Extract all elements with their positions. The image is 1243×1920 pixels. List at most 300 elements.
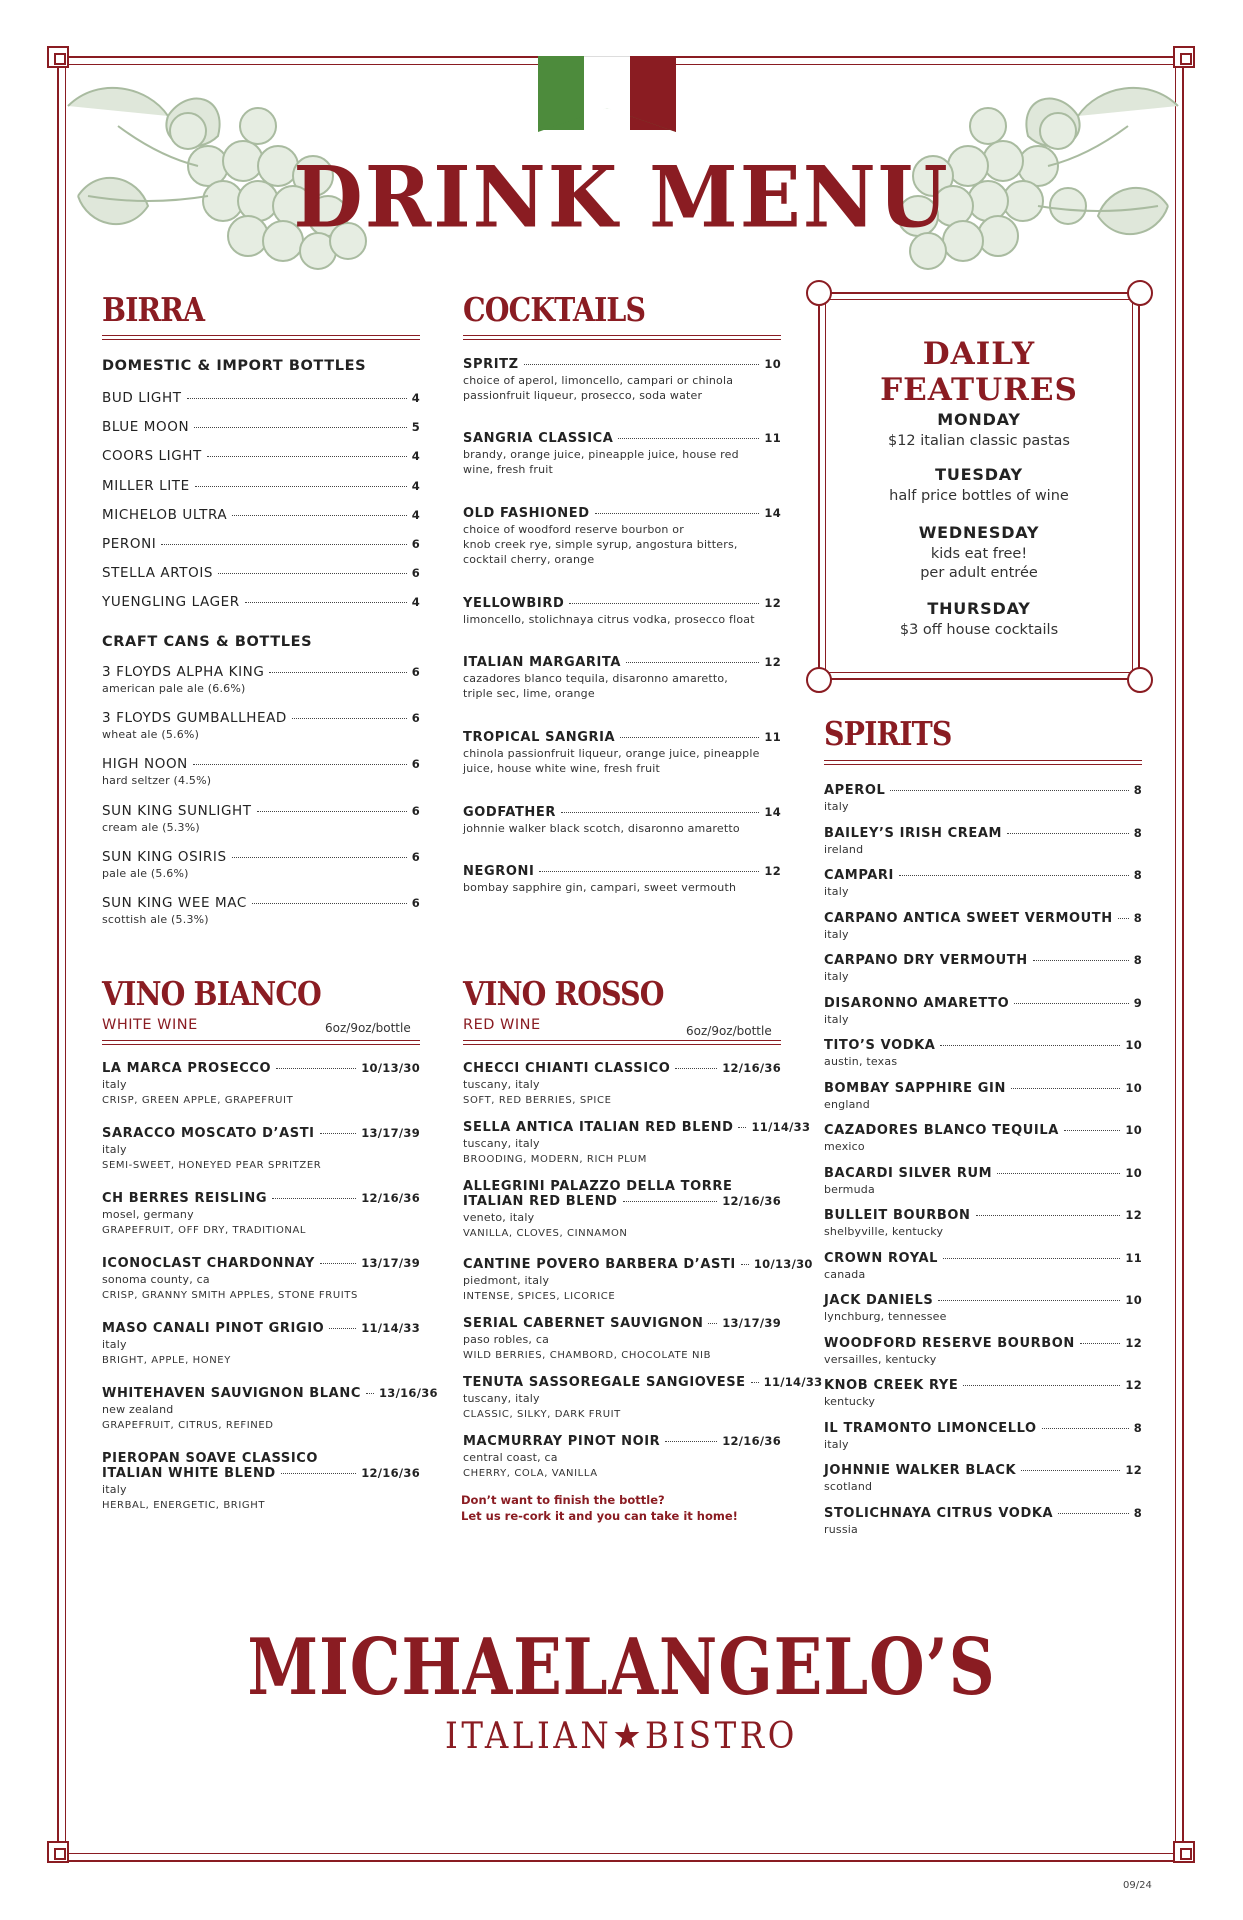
date-code: 09/24: [1123, 1880, 1152, 1891]
item-origin: italy: [102, 1338, 127, 1351]
leader-dots: [976, 1215, 1121, 1216]
item-price: 14: [764, 805, 781, 819]
leader-dots: [193, 764, 407, 765]
item-origin: italy: [102, 1483, 127, 1496]
item-description: scotland: [824, 1480, 873, 1493]
item-description: wheat ale (5.6%): [102, 728, 200, 742]
wine-item: [102, 1386, 438, 1431]
item-line: [102, 1466, 420, 1481]
cocktail-item: [463, 357, 781, 403]
feature-text: [818, 545, 1140, 583]
item-origin: mosel, germany: [102, 1208, 194, 1221]
item-price: 10/13/30: [361, 1061, 420, 1075]
item-price: 6: [411, 711, 420, 726]
item-line: [102, 803, 420, 819]
leader-dots: [997, 1173, 1120, 1174]
item-price: 8: [1133, 825, 1142, 840]
item-description: italy: [824, 885, 849, 898]
item-line: [463, 1316, 781, 1331]
leader-dots: [276, 1068, 356, 1069]
item-line: [102, 1386, 438, 1401]
item-description: italy: [824, 1012, 849, 1026]
item-description: pale ale (5.6%): [102, 866, 189, 880]
desc-line: knob creek rye, simple syrup, angostura bitters,: [463, 538, 738, 551]
item-line: [824, 1378, 1142, 1393]
leader-dots: [708, 1323, 717, 1324]
beer-item: [102, 803, 420, 835]
daily-features-title: DAILY FEATURES: [880, 336, 1078, 408]
item-price: 14: [764, 506, 781, 520]
beer-item: [102, 390, 420, 406]
item-name: MACMURRAY PINOT NOIR: [463, 1434, 661, 1449]
leader-dots: [1058, 1513, 1129, 1514]
item-price: 11: [764, 730, 781, 744]
item-line: [824, 1506, 1142, 1521]
item-name: TITO’S VODKA: [824, 1038, 936, 1053]
item-name: CANTINE POVERO BARBERA D’ASTI: [463, 1257, 736, 1272]
tasting-notes: BRIGHT, APPLE, HONEY: [102, 1355, 231, 1366]
beer-item: [102, 895, 420, 927]
cocktail-item: [463, 730, 781, 776]
item-line: [102, 1061, 420, 1076]
spirit-item: [824, 996, 1142, 1027]
spirit-item: [824, 826, 1142, 857]
item-name: STELLA ARTOIS: [102, 565, 214, 582]
item-name: 3 FLOYDS GUMBALLHEAD: [102, 710, 287, 727]
item-line: [102, 390, 420, 406]
item-name: BOMBAY SAPPHIRE GIN: [824, 1080, 1006, 1096]
item-name: YELLOWBIRD: [463, 596, 565, 611]
tasting-notes: VANILLA, CLOVES, CINNAMON: [463, 1228, 628, 1239]
item-price: 10: [1125, 1293, 1142, 1307]
item-price: 4: [411, 478, 420, 493]
item-line: [102, 507, 420, 523]
leader-dots: [675, 1068, 717, 1069]
item-price: 9: [1133, 995, 1142, 1010]
item-price: 12/16/36: [361, 1466, 420, 1480]
item-price: 11/14/33: [763, 1375, 823, 1389]
item-line: [102, 419, 420, 435]
item-line: [463, 655, 781, 670]
item-name: SARACCO MOSCATO D’ASTI: [102, 1126, 315, 1141]
item-price: 6: [411, 896, 420, 910]
item-price: 4: [411, 507, 420, 522]
item-price: 10: [1125, 1080, 1142, 1095]
desc-line: juice, house white wine, fresh fruit: [463, 762, 661, 775]
item-line: [463, 1179, 781, 1194]
item-description: austin, texas: [824, 1055, 898, 1068]
item-description: [463, 447, 781, 477]
item-line: [824, 953, 1142, 968]
desc-line: passionfruit liqueur, prosecco, soda water: [463, 389, 703, 402]
wine-item: [463, 1316, 781, 1361]
leader-dots: [292, 718, 407, 719]
leader-dots: [524, 364, 760, 365]
leader-dots: [741, 1264, 749, 1265]
item-name: WHITEHAVEN SAUVIGNON BLANC: [102, 1386, 361, 1401]
item-line: [102, 1256, 420, 1271]
item-line: [102, 1321, 420, 1336]
wine-item: [463, 1120, 811, 1165]
item-line: [463, 805, 781, 820]
item-description: england: [824, 1097, 870, 1111]
item-price: 12/16/36: [722, 1061, 781, 1075]
desc-line: brandy, orange juice, pineapple juice, house red: [463, 448, 739, 461]
item-name: HIGH NOON: [102, 756, 188, 773]
item-line: [463, 1194, 781, 1209]
spirit-item: [824, 1208, 1142, 1239]
leader-dots: [232, 515, 406, 516]
leader-dots: [1021, 1470, 1120, 1471]
wine-item: [102, 1126, 420, 1171]
item-price: 13/16/36: [378, 1386, 438, 1400]
corner-ornament-icon: [47, 46, 69, 68]
item-price: 12/16/36: [722, 1434, 781, 1448]
item-name: TENUTA SASSOREGALE SANGIOVESE: [463, 1375, 746, 1390]
tasting-notes: WILD BERRIES, CHAMBORD, CHOCOLATE NIB: [463, 1350, 712, 1361]
beer-item: [102, 536, 420, 552]
feature-text: [818, 621, 1140, 640]
item-price: 10: [1125, 1038, 1142, 1052]
item-line: [824, 783, 1142, 798]
leader-dots: [751, 1382, 759, 1383]
item-description: [463, 373, 781, 403]
recork-line: Don’t want to finish the bottle?: [461, 1493, 665, 1507]
feature-text: [818, 487, 1140, 506]
item-line: [463, 1257, 813, 1272]
leader-dots: [943, 1258, 1120, 1259]
item-line: [824, 1038, 1142, 1053]
item-name: MICHELOB ULTRA: [102, 506, 228, 523]
vino-rosso-rule: [463, 1040, 781, 1045]
item-price: 8: [1133, 868, 1142, 882]
item-name: CARPANO ANTICA SWEET VERMOUTH: [824, 910, 1113, 926]
tasting-notes: SEMI-SWEET, HONEYED PEAR SPRITZER: [102, 1160, 322, 1171]
leader-dots: [272, 1198, 356, 1199]
item-name: WOODFORD RESERVE BOURBON: [824, 1335, 1075, 1351]
item-name: IL TRAMONTO LIMONCELLO: [824, 1420, 1037, 1436]
item-line: [102, 448, 420, 464]
item-price: 13/17/39: [361, 1126, 420, 1140]
corner-ornament-icon: [1173, 46, 1195, 68]
item-price: 5: [411, 420, 420, 435]
item-description: ireland: [824, 842, 864, 856]
leader-dots: [1007, 833, 1129, 834]
item-price: 11/14/33: [751, 1120, 811, 1134]
item-description: american pale ale (6.6%): [102, 682, 246, 695]
wine-item: [463, 1179, 781, 1239]
item-price: 6: [411, 665, 420, 679]
item-origin: paso robles, ca: [463, 1333, 550, 1346]
spirit-item: [824, 783, 1142, 814]
item-line: [463, 1120, 811, 1135]
item-line: [824, 1166, 1142, 1181]
wine-item: [102, 1451, 420, 1511]
feature-day: THURSDAY: [927, 599, 1031, 618]
item-line: [463, 596, 781, 611]
item-origin: veneto, italy: [463, 1211, 535, 1224]
item-price: 11: [764, 431, 781, 445]
spirit-item: [824, 1336, 1142, 1367]
feature-text: [818, 432, 1140, 451]
leader-dots: [329, 1328, 356, 1329]
leader-dots: [963, 1385, 1120, 1386]
item-line: [463, 431, 781, 446]
item-price: 12: [764, 864, 781, 878]
cocktails-heading: COCKTAILS: [463, 290, 646, 329]
item-origin: central coast, ca: [463, 1451, 558, 1464]
item-price: 11/14/33: [361, 1321, 420, 1335]
item-price: 4: [411, 595, 420, 610]
leader-dots: [269, 672, 406, 673]
desc-line: bombay sapphire gin, campari, sweet vermouth: [463, 881, 737, 894]
item-line: [824, 826, 1142, 841]
spirit-item: [824, 1378, 1142, 1409]
item-name: APEROL: [824, 783, 886, 798]
item-description: scottish ale (5.3%): [102, 913, 209, 926]
cocktail-item: [463, 655, 781, 701]
item-name: CROWN ROYAL: [824, 1250, 939, 1266]
item-price: 12: [764, 596, 781, 610]
birra-rule: [102, 335, 420, 340]
item-origin: piedmont, italy: [463, 1274, 550, 1287]
item-line: [102, 895, 420, 911]
leader-dots: [232, 857, 407, 858]
item-line: [102, 710, 420, 726]
item-price: 12: [1125, 1335, 1142, 1350]
leader-dots: [1080, 1343, 1121, 1344]
item-origin: tuscany, italy: [463, 1078, 540, 1091]
item-name: CHECCI CHIANTI CLASSICO: [463, 1061, 671, 1076]
item-line: [824, 911, 1142, 926]
tasting-notes: BROODING, MODERN, RICH PLUM: [463, 1154, 647, 1165]
spirit-item: [824, 1421, 1142, 1452]
item-name: BACARDI SILVER RUM: [824, 1165, 993, 1181]
leader-dots: [1118, 918, 1129, 919]
item-name: CH BERRES REISLING: [102, 1191, 268, 1206]
item-name: COORS LIGHT: [102, 448, 202, 465]
spirit-item: [824, 1293, 1142, 1324]
item-name: GODFATHER: [463, 805, 556, 820]
box-corner-icon: [1127, 667, 1153, 693]
beer-item: [102, 849, 420, 881]
vino-bianco-heading: VINO BIANCO: [102, 974, 321, 1013]
item-line: [824, 996, 1142, 1011]
desc-line: triple sec, lime, orange: [463, 687, 595, 700]
item-name: KNOB CREEK RYE: [824, 1378, 959, 1393]
item-price: 11: [1125, 1250, 1142, 1265]
item-price: 12: [1125, 1378, 1142, 1392]
page-title: DRINK MENU: [293, 147, 950, 247]
leader-dots: [1033, 960, 1129, 961]
cocktail-item: [463, 596, 781, 627]
item-name: SPRITZ: [463, 357, 519, 372]
leader-dots: [890, 790, 1128, 791]
item-name: SANGRIA CLASSICA: [463, 431, 614, 446]
leader-dots: [738, 1127, 746, 1128]
leader-dots: [207, 456, 407, 457]
item-description: italy: [824, 970, 849, 983]
item-name: ITALIAN WHITE BLEND: [102, 1466, 276, 1481]
item-name: JOHNNIE WALKER BLACK: [824, 1463, 1017, 1478]
item-price: 4: [411, 449, 420, 464]
item-name: MILLER LITE: [102, 477, 190, 494]
item-origin: italy: [102, 1078, 127, 1091]
item-line: [824, 1463, 1142, 1478]
leader-dots: [618, 438, 759, 439]
item-name: ALLEGRINI PALAZZO DELLA TORRE: [463, 1179, 733, 1194]
spirit-item: [824, 1081, 1142, 1112]
cocktail-item: [463, 805, 781, 836]
wine-item: [102, 1061, 420, 1106]
desc-line: cazadores blanco tequila, disaronno amaretto,: [463, 672, 728, 685]
desc-line: wine, fresh fruit: [463, 463, 554, 476]
item-name: PERONI: [102, 536, 157, 552]
leader-dots: [366, 1393, 374, 1394]
item-origin: sonoma county, ca: [102, 1273, 210, 1286]
item-description: [463, 522, 781, 567]
vino-bianco-sizes: 6oz/9oz/bottle: [325, 1021, 411, 1035]
item-name: BUD LIGHT: [102, 390, 182, 406]
tasting-notes: GRAPEFRUIT, CITRUS, REFINED: [102, 1420, 274, 1431]
item-line: [824, 1081, 1142, 1096]
item-name: BAILEY’S IRISH CREAM: [824, 825, 1003, 841]
recork-line: Let us re-cork it and you can take it home!: [461, 1509, 738, 1523]
feature-line: per adult entrée: [920, 565, 1038, 581]
item-line: [102, 756, 420, 772]
wine-item: [102, 1191, 420, 1236]
leader-dots: [194, 427, 406, 428]
leader-dots: [665, 1441, 717, 1442]
leader-dots: [1011, 1088, 1120, 1089]
item-name: CARPANO DRY VERMOUTH: [824, 953, 1028, 968]
item-price: 8: [1133, 953, 1142, 967]
item-price: 12/16/36: [361, 1191, 420, 1205]
item-description: russia: [824, 1522, 858, 1536]
leader-dots: [569, 603, 759, 604]
item-name: BLUE MOON: [102, 419, 190, 436]
leader-dots: [561, 812, 759, 813]
leader-dots: [320, 1263, 356, 1264]
item-description: kentucky: [824, 1395, 876, 1408]
leader-dots: [620, 737, 759, 738]
item-line: [102, 1126, 420, 1141]
item-name: ITALIAN RED BLEND: [463, 1194, 618, 1209]
item-name: BULLEIT BOURBON: [824, 1208, 971, 1223]
item-description: italy: [824, 927, 849, 941]
item-name: CAZADORES BLANCO TEQUILA: [824, 1123, 1059, 1138]
leader-dots: [161, 544, 406, 545]
spirit-item: [824, 1038, 1142, 1069]
vino-rosso-sizes: 6oz/9oz/bottle: [686, 1024, 772, 1038]
item-line: [463, 1434, 781, 1449]
item-name: ICONOCLAST CHARDONNAY: [102, 1256, 315, 1271]
item-description: cream ale (5.3%): [102, 820, 200, 834]
item-name: STOLICHNAYA CITRUS VODKA: [824, 1505, 1054, 1521]
recork-note: [461, 1492, 738, 1524]
desc-line: limoncello, stolichnaya citrus vodka, prosecco float: [463, 613, 755, 626]
item-price: 10: [764, 357, 781, 371]
leader-dots: [245, 602, 407, 603]
leader-dots: [218, 573, 407, 574]
item-name: 3 FLOYDS ALPHA KING: [102, 664, 265, 680]
item-name: CAMPARI: [824, 868, 894, 883]
spirit-item: [824, 868, 1142, 899]
beer-item: [102, 507, 420, 523]
leader-dots: [623, 1201, 718, 1202]
item-name: NEGRONI: [463, 864, 535, 879]
brand-name: MICHAELANGELO’S: [247, 1622, 996, 1713]
item-price: 8: [1133, 1420, 1142, 1435]
item-price: 13/17/39: [722, 1316, 781, 1330]
box-corner-icon: [806, 667, 832, 693]
item-price: 12/16/36: [722, 1194, 781, 1208]
spirit-item: [824, 1251, 1142, 1282]
spirit-item: [824, 911, 1142, 942]
item-line: [824, 1208, 1142, 1223]
item-description: hard seltzer (4.5%): [102, 774, 212, 788]
item-line: [102, 849, 420, 865]
item-name: SUN KING WEE MAC: [102, 895, 247, 911]
item-name: YUENGLING LAGER: [102, 594, 240, 611]
box-corner-icon: [806, 280, 832, 306]
beer-item: [102, 565, 420, 581]
item-description: italy: [824, 1437, 849, 1451]
tasting-notes: SOFT, RED BERRIES, SPICE: [463, 1095, 612, 1106]
leader-dots: [938, 1300, 1120, 1301]
beer-item: [102, 448, 420, 464]
item-line: [463, 730, 781, 745]
wine-item: [463, 1257, 813, 1302]
feature-line: half price bottles of wine: [889, 488, 1069, 504]
item-line: [102, 1451, 420, 1466]
beer-item: [102, 710, 420, 742]
item-name: SERIAL CABERNET SAUVIGNON: [463, 1316, 704, 1331]
leader-dots: [252, 903, 407, 904]
brand-subtitle: ITALIAN★BISTRO: [445, 1716, 798, 1757]
item-price: 12: [1125, 1208, 1142, 1222]
item-origin: italy: [102, 1143, 127, 1156]
item-price: 6: [411, 566, 420, 581]
vino-bianco-rule: [102, 1040, 420, 1045]
item-description: bermuda: [824, 1182, 875, 1196]
tasting-notes: CRISP, GREEN APPLE, GRAPEFRUIT: [102, 1095, 294, 1106]
leader-dots: [539, 871, 759, 872]
item-price: 12: [764, 655, 781, 669]
item-description: [463, 746, 781, 776]
leader-dots: [595, 513, 760, 514]
leader-dots: [187, 398, 407, 399]
item-name: PIEROPAN SOAVE CLASSICO: [102, 1451, 319, 1466]
item-price: 10: [1125, 1123, 1142, 1137]
spirit-item: [824, 1123, 1142, 1154]
vino-rosso-heading: VINO ROSSO: [463, 974, 664, 1013]
item-name: OLD FASHIONED: [463, 506, 590, 521]
tasting-notes: CHERRY, COLA, VANILLA: [463, 1468, 598, 1479]
item-description: versailles, kentucky: [824, 1352, 937, 1366]
item-line: [824, 868, 1142, 883]
item-line: [824, 1293, 1142, 1308]
item-price: 8: [1133, 910, 1142, 925]
spirit-item: [824, 1463, 1142, 1494]
item-name: SUN KING SUNLIGHT: [102, 802, 252, 819]
bottles-heading: DOMESTIC & IMPORT BOTTLES: [102, 358, 367, 374]
box-corner-icon: [1127, 280, 1153, 306]
item-description: lynchburg, tennessee: [824, 1310, 947, 1323]
craft-heading: CRAFT CANS & BOTTLES: [102, 634, 313, 650]
item-price: 10/13/30: [753, 1257, 813, 1271]
item-name: DISARONNO AMARETTO: [824, 995, 1010, 1011]
